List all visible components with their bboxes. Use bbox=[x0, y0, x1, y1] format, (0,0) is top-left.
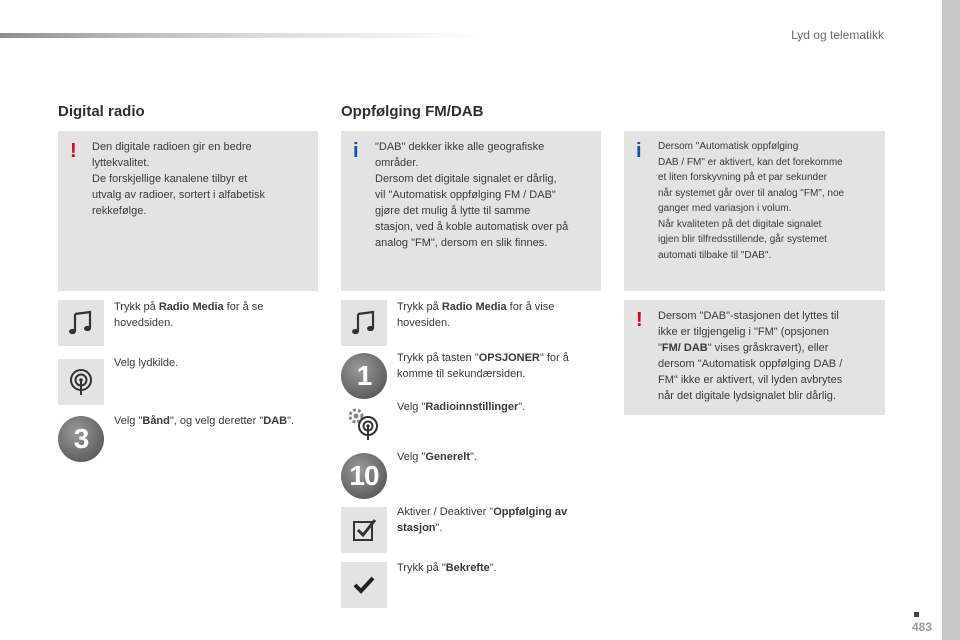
step-badge-3: 3 bbox=[58, 416, 104, 462]
step-right-1: Trykk på Radio Media for å vise hovesiden. bbox=[397, 301, 555, 329]
music-note-icon bbox=[341, 300, 387, 346]
digital-radio-heading: Digital radio bbox=[58, 103, 145, 120]
step-right-5: Aktiver / Deaktiver "Oppfølging av stasjon". bbox=[397, 506, 568, 534]
checkmark-icon bbox=[341, 562, 387, 608]
settings-radio-icon bbox=[341, 401, 387, 447]
fm-dab-heading: Oppfølging FM/DAB bbox=[341, 103, 484, 120]
warning-text: Den digitale radioen gir en bedre lyttekvalitet. De forskjellige kanalene tilbyr et utvalg av radioer, sortert i alfabetisk rekkefølge. bbox=[92, 141, 266, 217]
step-left-2: Velg lydkilde. bbox=[114, 357, 179, 369]
header-gradient-bar bbox=[0, 33, 480, 38]
step-right-4: Velg "Generelt". bbox=[397, 451, 477, 463]
checkbox-icon bbox=[341, 507, 387, 553]
step-right-3: Velg "Radioinnstillinger". bbox=[397, 401, 526, 413]
radio-antenna-icon bbox=[58, 359, 104, 405]
step-left-3: Velg "Bånd", og velg deretter "DAB". bbox=[114, 415, 295, 427]
fm-dab-warning-box bbox=[624, 300, 885, 415]
fm-dab-info-box-2 bbox=[624, 131, 885, 291]
step-left-1: Trykk på Radio Media for å se hovedsiden. bbox=[114, 301, 264, 329]
page-number: 483 bbox=[912, 620, 933, 634]
step-right-2: Trykk på tasten "OPSJONER" for å komme til sekundærsiden. bbox=[397, 352, 569, 380]
info-text-2: Dersom "Automatisk oppfølging DAB / FM" er aktivert, kan det forekomme et liten forskyvning på et par sekunder når systemet går over til analog "FM", noe ganger med variasjon i volum. Når kvaliteten på det digitale signalet igjen blir tilfredsstillende, går systemet automati tilbake til "DAB". bbox=[658, 141, 845, 261]
page-edge-band bbox=[942, 0, 960, 640]
warning-icon: ! bbox=[70, 140, 77, 162]
fm-dab-info-box-1 bbox=[341, 131, 601, 291]
footer-marker bbox=[914, 612, 919, 617]
section-title: Lyd og telematikk bbox=[791, 28, 884, 42]
digital-radio-warning-box bbox=[58, 131, 318, 291]
music-note-icon bbox=[58, 300, 104, 346]
info-icon: i bbox=[353, 140, 359, 162]
warning-icon: ! bbox=[636, 309, 643, 331]
step-badge-10: 10 bbox=[341, 453, 387, 499]
step-badge-1: 1 bbox=[341, 353, 387, 399]
warning-text-2: Dersom "DAB"-stasjonen det lyttes til ikke er tilgjengelig i "FM" (opsjonen "FM/ DAB" vises gråskravert), eller dersom "Automatisk oppfølging DAB / FM" ikke er aktivert, vil lyden avbrytes når det digitale lydsignalet blir dårlig. bbox=[658, 310, 843, 402]
step-right-6: Trykk på "Bekrefte". bbox=[397, 562, 497, 574]
info-text-1: "DAB" dekker ikke alle geografiske områder. Dersom det digitale signalet er dårlig, vil "Automatisk oppfølging FM / DAB" gjøre det mulig å lytte til samme stasjon, ved å koble automatisk over på analog "FM", dersom en slik finnes. bbox=[375, 141, 569, 249]
info-icon: i bbox=[636, 140, 642, 162]
